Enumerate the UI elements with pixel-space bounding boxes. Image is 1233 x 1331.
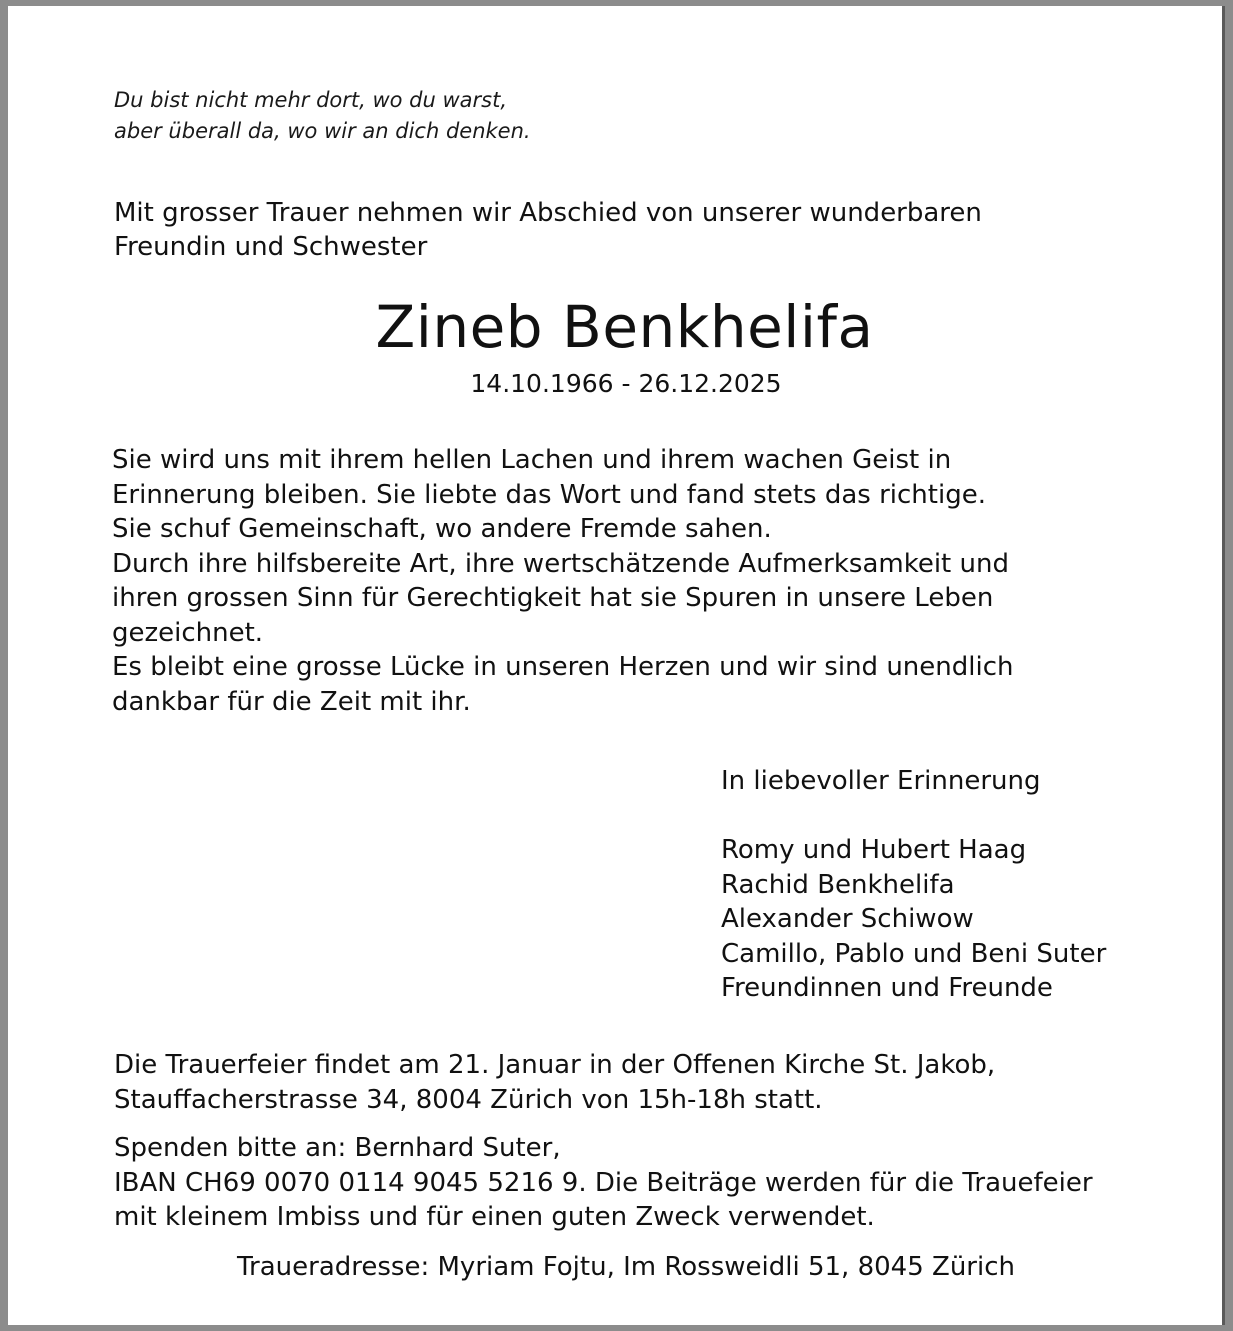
mourning-address: Traueradresse: Myriam Fojtu, Im Rossweidli 51, 8045 Zürich [236, 1252, 1015, 1282]
tribute-line: Sie schuf Gemeinschaft, wo andere Fremde sahen. [112, 514, 772, 544]
motto-quote [114, 85, 531, 147]
signer-name: Alexander Schiwow [721, 904, 974, 934]
tribute-line: dankbar für die Zeit mit ihr. [112, 686, 471, 717]
intro-line: Freundin und Schwester [114, 232, 428, 262]
tribute-line: Durch ihre hilfsbereite Art, ihre wertschätzende Aufmerksamkeit und [112, 548, 1009, 579]
motto-line: aber überall da, wo wir an dich denken. [114, 119, 531, 143]
service-line: Stauffacherstrasse 34, 8004 Zürich von 15h-18h statt. [114, 1085, 823, 1115]
tribute-line: Erinnerung bleiben. Sie liebte das Wort und fand stets das richtige. [112, 479, 986, 510]
donation-line: Spenden bitte an: Bernhard Suter, [114, 1133, 561, 1163]
signer-name: Rachid Benkhelifa [721, 869, 955, 900]
donation-line: mit kleinem Imbiss und für einen guten Zweck verwendet. [114, 1202, 875, 1232]
signer-name: Freundinnen und Freunde [721, 973, 1053, 1003]
tribute-line: Es bleibt eine grosse Lücke in unseren Herzen und wir sind unendlich [112, 652, 1014, 682]
signer-name: Romy und Hubert Haag [721, 835, 1027, 865]
tribute-line: gezeichnet. [112, 617, 264, 648]
tribute-line: ihren grossen Sinn für Gerechtigkeit hat sie Spuren in unsere Leben [112, 583, 994, 613]
signers-list [721, 833, 1106, 1006]
life-dates: 14.10.1966 - 26.12.2025 [470, 369, 782, 398]
signoff-text: In liebevoller Erinnerung [721, 766, 1041, 796]
service-line: Die Trauerfeier findet am 21. Januar in der Offenen Kirche St. Jakob, [114, 1050, 996, 1080]
intro-text [114, 196, 982, 264]
donation-info [114, 1131, 1093, 1235]
donation-line: IBAN CH69 0070 0114 9045 5216 9. Die Beiträge werden für die Trauefeier [114, 1167, 1093, 1198]
intro-line: Mit grosser Trauer nehmen wir Abschied von unserer wunderbaren [114, 198, 982, 228]
tribute-line: Sie wird uns mit ihrem hellen Lachen und ihrem wachen Geist in [112, 445, 952, 475]
funeral-service-info [114, 1048, 995, 1118]
tribute-text [112, 443, 1013, 719]
signer-name: Camillo, Pablo und Beni Suter [721, 938, 1107, 969]
deceased-name: Zineb Benkhelifa [375, 293, 874, 361]
motto-line: Du bist nicht mehr dort, wo du warst, [114, 88, 508, 112]
